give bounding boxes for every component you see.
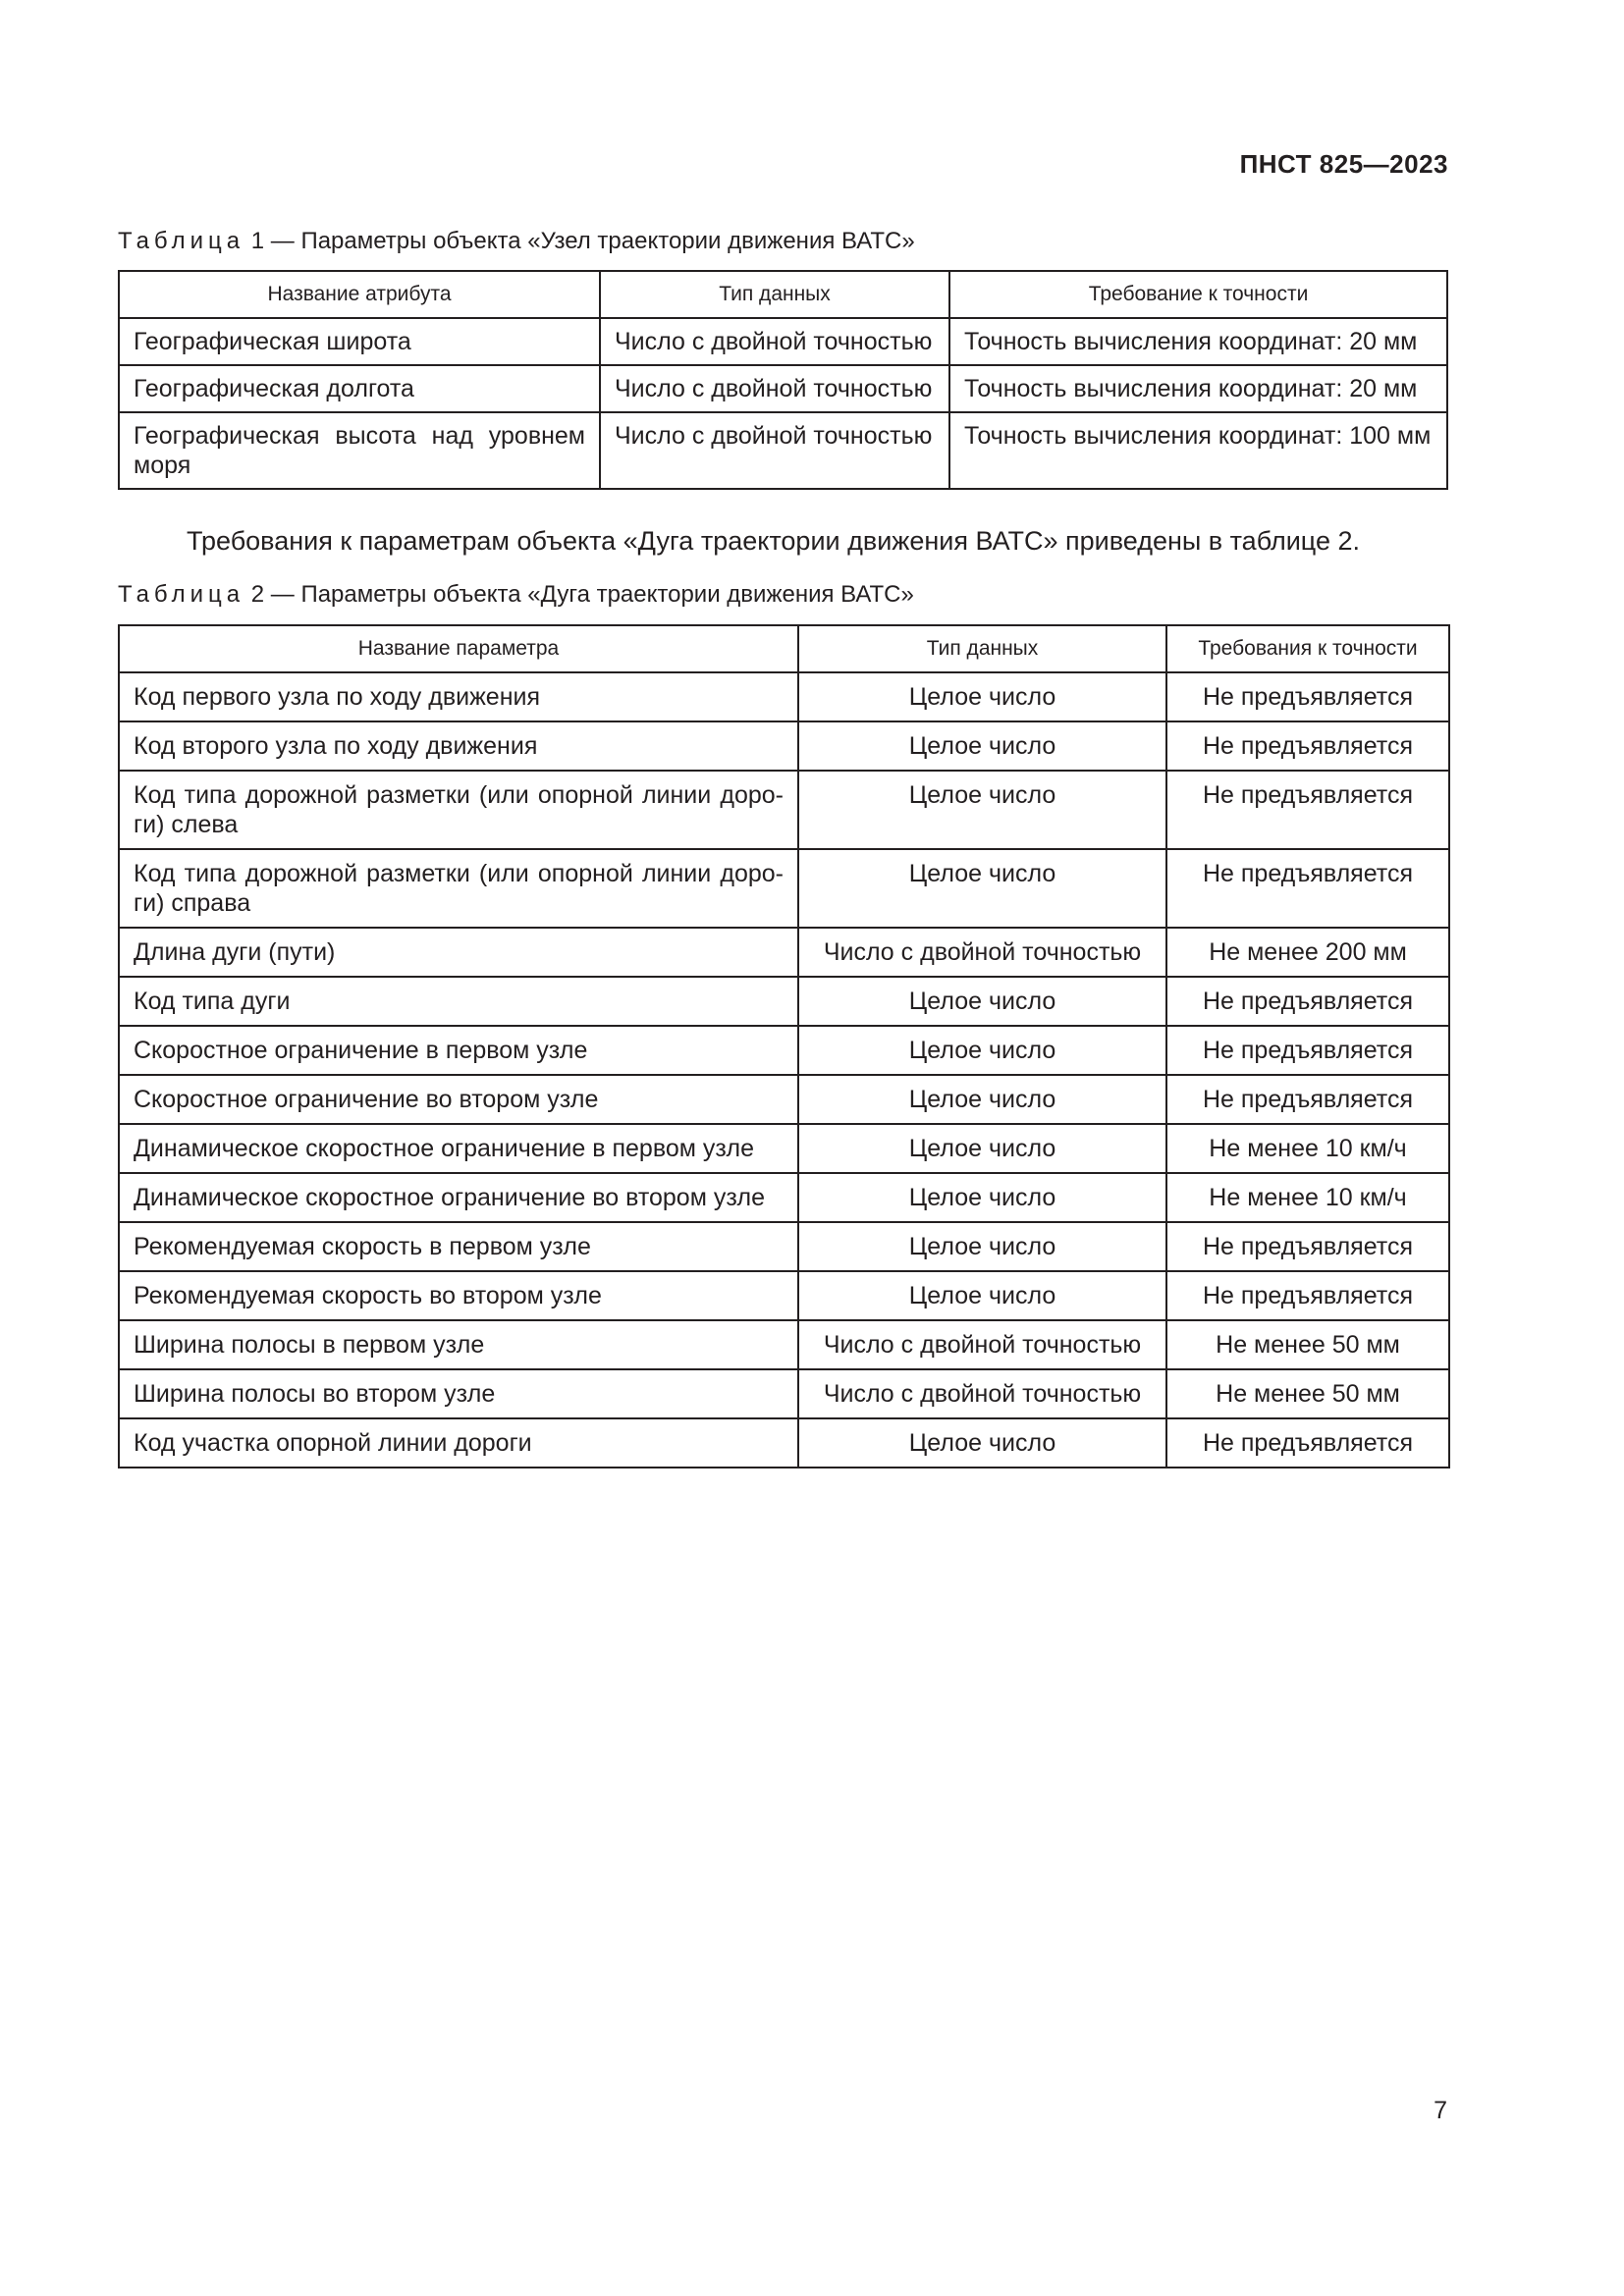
table-1-caption	[118, 228, 915, 255]
table-row	[119, 1418, 1449, 1468]
table-row	[119, 849, 1449, 928]
table-cell: Целое число	[798, 1124, 1166, 1173]
table-cell: Не предъявляется	[1166, 1271, 1449, 1320]
table-cell: Целое число	[798, 1173, 1166, 1222]
page-number: 7	[1434, 2097, 1447, 2124]
table-cell: Динамическое скоростное ограничение в первом узле	[119, 1124, 798, 1173]
table-cell: Не предъявляется	[1166, 672, 1449, 721]
table-cell: Число с двойной точностью	[798, 1369, 1166, 1418]
table-cell: Точность вычисления координат: 20 мм	[949, 365, 1447, 412]
table-cell: Не менее 10 км/ч	[1166, 1173, 1449, 1222]
table-row	[119, 318, 1447, 365]
table-cell: Не менее 50 мм	[1166, 1320, 1449, 1369]
column-header: Тип данных	[798, 625, 1166, 672]
table-cell: Ширина полосы в первом узле	[119, 1320, 798, 1369]
table-row	[119, 365, 1447, 412]
table-row	[119, 977, 1449, 1026]
table-cell: Целое число	[798, 1222, 1166, 1271]
table-cell: Рекомендуемая скорость в первом узле	[119, 1222, 798, 1271]
table-1-caption-text: 1 — Параметры объекта «Узел траектории движения ВАТС»	[244, 228, 915, 254]
column-header: Название атрибута	[119, 271, 600, 318]
table-cell: Целое число	[798, 672, 1166, 721]
table-cell: Не предъявляется	[1166, 721, 1449, 771]
table-cell: Код участка опорной линии дороги	[119, 1418, 798, 1468]
table-cell: Не предъявляется	[1166, 977, 1449, 1026]
table-row	[119, 1369, 1449, 1418]
table-cell: Код типа дуги	[119, 977, 798, 1026]
table-cell: Рекомендуемая скорость во втором узле	[119, 1271, 798, 1320]
table-cell: Число с двойной точностью	[798, 1320, 1166, 1369]
document-code: ПНСТ 825—2023	[1239, 149, 1448, 179]
table-cell: Код второго узла по ходу движения	[119, 721, 798, 771]
table-cell: Не предъявляется	[1166, 1418, 1449, 1468]
table-cell: Не предъявляется	[1166, 1075, 1449, 1124]
table-cell: Целое число	[798, 721, 1166, 771]
table-2-caption	[118, 581, 914, 609]
table-cell: Географическая широта	[119, 318, 600, 365]
table-row	[119, 1271, 1449, 1320]
table-row	[119, 1075, 1449, 1124]
table-cell: Географическая высота над уровнем моря	[119, 412, 600, 489]
table-cell: Не предъявляется	[1166, 771, 1449, 849]
table-cell: Не предъявляется	[1166, 1222, 1449, 1271]
table-row	[119, 928, 1449, 977]
table-cell: Число с двойной точностью	[600, 412, 949, 489]
table-row	[119, 1320, 1449, 1369]
table-2-caption-text: 2 — Параметры объекта «Дуга траектории движения ВАТС»	[244, 581, 914, 608]
table-cell: Целое число	[798, 771, 1166, 849]
table-row	[119, 1124, 1449, 1173]
table-row	[119, 412, 1447, 489]
table-header-row	[119, 625, 1449, 672]
table-cell: Скоростное ограничение в первом узле	[119, 1026, 798, 1075]
table-cell: Точность вычисления координат: 20 мм	[949, 318, 1447, 365]
table-header-row	[119, 271, 1447, 318]
table-row	[119, 1026, 1449, 1075]
table-row	[119, 1222, 1449, 1271]
table-cell: Скоростное ограничение во втором узле	[119, 1075, 798, 1124]
table-2-caption-label: Таблица	[118, 581, 245, 608]
table-cell: Целое число	[798, 1418, 1166, 1468]
table-cell: Целое число	[798, 1026, 1166, 1075]
table-cell: Динамическое скоростное ограничение во втором узле	[119, 1173, 798, 1222]
table-cell: Целое число	[798, 1075, 1166, 1124]
table-cell: Не предъявляется	[1166, 1026, 1449, 1075]
table-cell: Число с двойной точностью	[600, 365, 949, 412]
table-cell: Географическая долгота	[119, 365, 600, 412]
table-cell: Не менее 200 мм	[1166, 928, 1449, 977]
column-header: Название параметра	[119, 625, 798, 672]
table-cell: Код типа дорожной разметки (или опорной линии доро-ги) слева	[119, 771, 798, 849]
table-cell: Не менее 50 мм	[1166, 1369, 1449, 1418]
table-row	[119, 1173, 1449, 1222]
table-cell: Число с двойной точностью	[600, 318, 949, 365]
table-1	[118, 270, 1448, 490]
table-cell: Число с двойной точностью	[798, 928, 1166, 977]
table-cell: Целое число	[798, 977, 1166, 1026]
table-2	[118, 624, 1450, 1468]
table-cell: Длина дуги (пути)	[119, 928, 798, 977]
body-paragraph: Требования к параметрам объекта «Дуга траектории движения ВАТС» приведены в таблице 2.	[187, 526, 1360, 556]
table-cell: Ширина полосы во втором узле	[119, 1369, 798, 1418]
table-cell: Точность вычисления координат: 100 мм	[949, 412, 1447, 489]
table-cell: Целое число	[798, 1271, 1166, 1320]
column-header: Тип данных	[600, 271, 949, 318]
table-cell: Целое число	[798, 849, 1166, 928]
column-header: Требование к точности	[949, 271, 1447, 318]
table-row	[119, 672, 1449, 721]
table-row	[119, 771, 1449, 849]
column-header: Требования к точности	[1166, 625, 1449, 672]
table-cell: Не предъявляется	[1166, 849, 1449, 928]
table-1-caption-label: Таблица	[118, 228, 245, 254]
table-cell: Код первого узла по ходу движения	[119, 672, 798, 721]
table-row	[119, 721, 1449, 771]
table-cell: Код типа дорожной разметки (или опорной линии доро-ги) справа	[119, 849, 798, 928]
table-cell: Не менее 10 км/ч	[1166, 1124, 1449, 1173]
